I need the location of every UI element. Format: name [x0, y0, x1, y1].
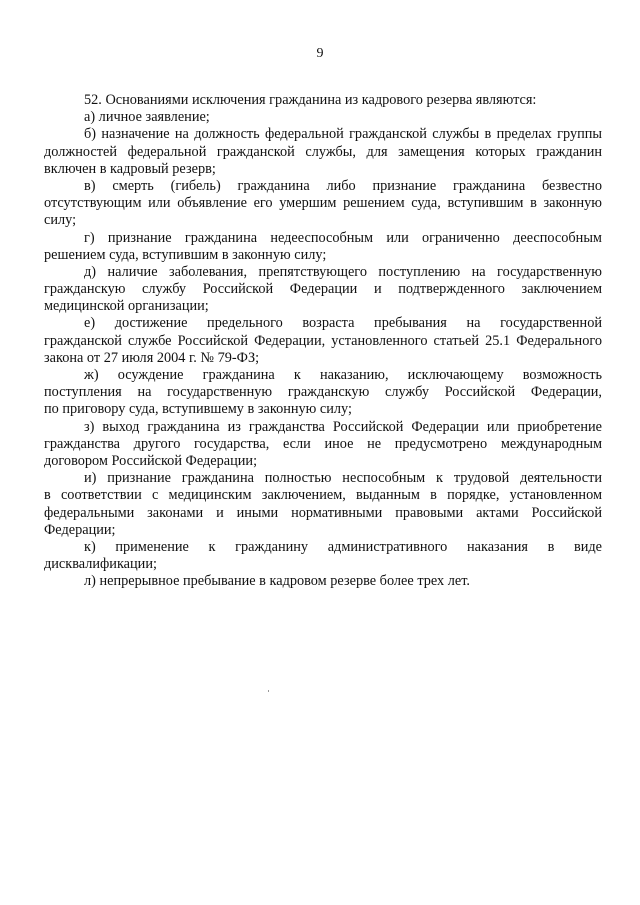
text-line: по приговору суда, вступившему в законную силу; [44, 401, 352, 418]
text-line: и) признание гражданина полностью неспособным к трудовой деятельности [84, 470, 602, 487]
text-line: в) смерть (гибель) гражданина либо признание гражданина безвестно [84, 177, 602, 194]
text-line: должностей федеральной гражданской службы, для замещения которых гражданин [44, 143, 602, 160]
text-line: гражданства другого государства, если иное не предусмотрено международным [44, 435, 602, 452]
list-item-e [44, 315, 602, 367]
text-line: е) достижение предельного возраста пребывания на государственной [84, 315, 602, 332]
text-line: д) наличие заболевания, препятствующего поступлению на государственную [84, 263, 602, 280]
text-line: включен в кадровый резерв; [44, 160, 216, 177]
list-item-v [44, 178, 602, 230]
text-line: л) непрерывное пребывание в кадровом резерве более трех лет. [84, 573, 470, 590]
text-line: отсутствующим или объявление его умершим решением суда, вступившим в законную [44, 195, 602, 212]
text-line: к) применение к гражданину административного наказания в виде [84, 538, 602, 555]
text-line: медицинской организации; [44, 298, 209, 315]
text-line: решением суда, вступившим в законную силу; [44, 246, 327, 263]
text-line: дисквалификации; [44, 556, 157, 573]
text-line: договором Российской Федерации; [44, 452, 258, 469]
text-line: ж) осуждение гражданина к наказанию, исключающему возможность [84, 367, 602, 383]
scan-speck [268, 690, 269, 692]
text-line: з) выход гражданина из гражданства Российской Федерации или приобретение [84, 418, 602, 435]
text-line: б) назначение на должность федеральной гражданской службы в пределах группы [84, 126, 602, 143]
text-line: а) личное заявление; [84, 109, 210, 126]
text-line: гражданскую службу Российской Федерации и подтвержденного заключением [44, 281, 602, 298]
list-item-g [44, 230, 602, 264]
list-item-l [44, 573, 602, 590]
list-item-a [44, 109, 602, 126]
text-line: поступления на государственную гражданскую службу Российской Федерации, [44, 384, 602, 401]
list-item-b [44, 126, 602, 178]
text-line: г) признание гражданина недееспособным или ограниченно дееспособным [84, 229, 602, 246]
text-line: гражданской службе Российской Федерации, установленного статьей 25.1 Федерального [44, 332, 602, 349]
list-item-zh [44, 367, 602, 419]
list-item-z [44, 419, 602, 471]
page-number: 9 [316, 46, 324, 61]
list-item-d [44, 264, 602, 316]
paragraph-intro [44, 92, 602, 109]
text-line: силу; [44, 212, 77, 229]
text-line: закона от 27 июля 2004 г. № 79-ФЗ; [44, 349, 260, 366]
list-item-i [44, 470, 602, 539]
document-body [44, 92, 602, 590]
text-line: 52. Основаниями исключения гражданина из кадрового резерва являются: [84, 92, 537, 108]
text-line: федеральными законами и иными нормативными правовыми актами Российской [44, 504, 602, 521]
list-item-k [44, 539, 602, 573]
text-line: в соответствии с медицинским заключением, выданным в порядке, установленном [44, 487, 602, 504]
text-line: Федерации; [44, 521, 116, 538]
